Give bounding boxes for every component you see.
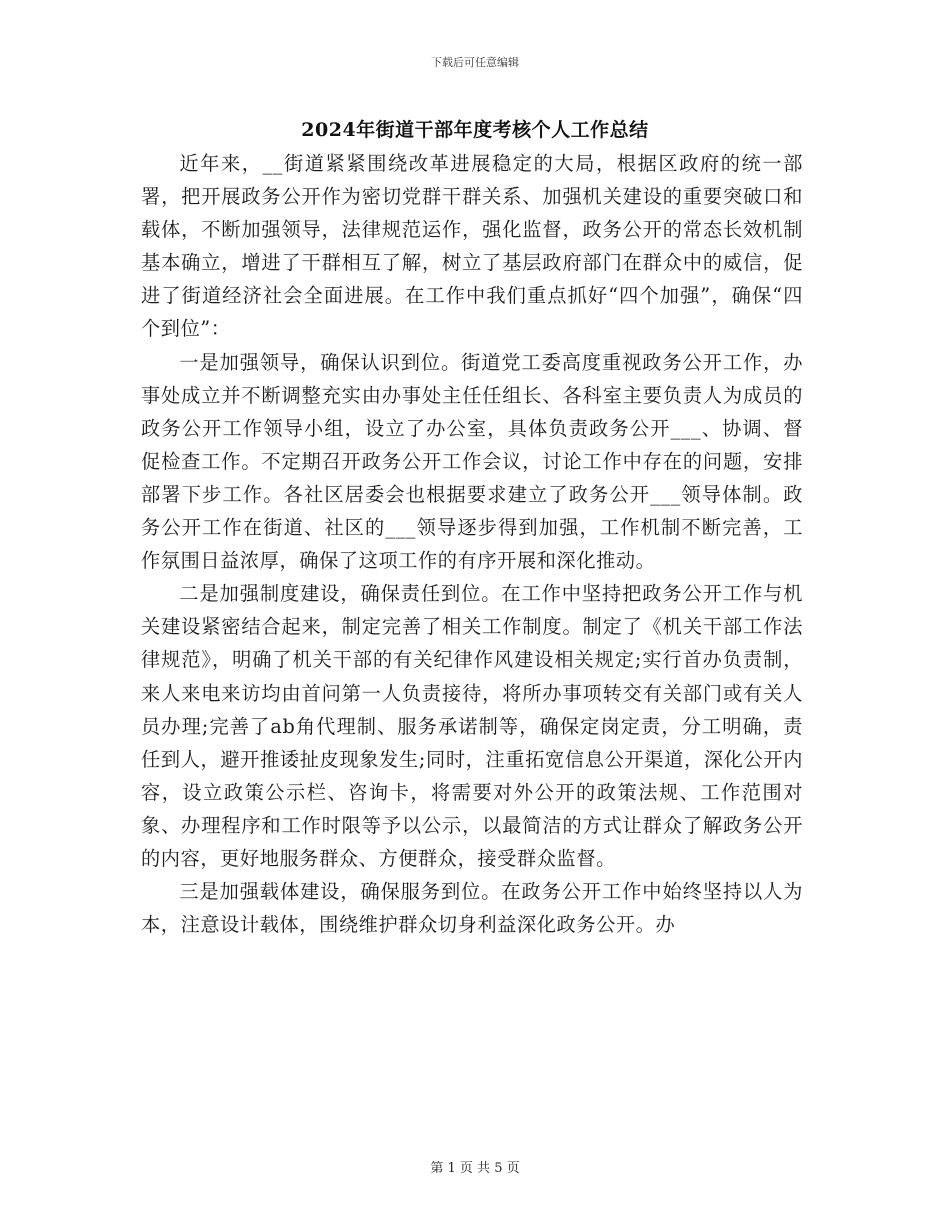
document-body — [141, 147, 803, 941]
document-title: 2024年街道干部年度考核个人工作总结 — [301, 119, 649, 141]
paragraph-intro: 近年来，__街道紧紧围绕改革进展稳定的大局，根据区政府的统一部署，把开展政务公开作为密切党群干群关系、加强机关建设的重要突破口和载体，不断加强领导，法律规范运作，强化监督，政务公开的常态长效机制基本确立，增进了干群相互了解，树立了基层政府部门在群众中的威信，促进了街道经济社会全面进展。在工作中我们重点抓好“四个加强”，确保“四个到位”： — [141, 152, 803, 341]
page-header-note: 下载后可任意编辑 — [431, 56, 519, 69]
paragraph-leadership: 一是加强领导，确保认识到位。街道党工委高度重视政务公开工作，办事处成立并不断调整充实由办事处主任任组长、各科室主要负责人为成员的政务公开工作领导小组，设立了办公室，具体负责政务公开___、协调、督促检查工作。不定期召开政务公开工作会议，讨论工作中存在的问题，安排部署下步工作。各社区居委会也根据要求建立了政务公开___领导体制。政务公开工作在街道、社区的___领导逐步得到加强，工作机制不断完善，工作氛围日益浓厚，确保了这项工作的有序开展和深化推动。 — [141, 350, 803, 573]
paragraph-system-building: 二是加强制度建设，确保责任到位。在工作中坚持把政务公开工作与机关建设紧密结合起来，制定完善了相关工作制度。制定了《机关干部工作法律规范》，明确了机关干部的有关纪律作风建设相关规定;实行首办负责制，来人来电来访均由首问第一人负责接待，将所办事项转交有关部门或有关人员办理;完善了ab角代理制、服务承诺制等，确保定岗定责，分工明确，责任到人，避开推诿扯皮现象发生;同时，注重拓宽信息公开渠道，深化公开内容，设立政策公示栏、咨询卡，将需要对外公开的政策法规、工作范围对象、办理程序和工作时限等予以公示，以最简洁的方式让群众了解政务公开的内容，更好地服务群众、方便群众，接受群众监督。 — [141, 582, 803, 870]
page-number-footer: 第 1 页 共 5 页 — [430, 1161, 520, 1176]
paragraph-carrier-building: 三是加强载体建设，确保服务到位。在政务公开工作中始终坚持以人为本，注意设计载体，围绕维护群众切身利益深化政务公开。办 — [141, 880, 803, 937]
